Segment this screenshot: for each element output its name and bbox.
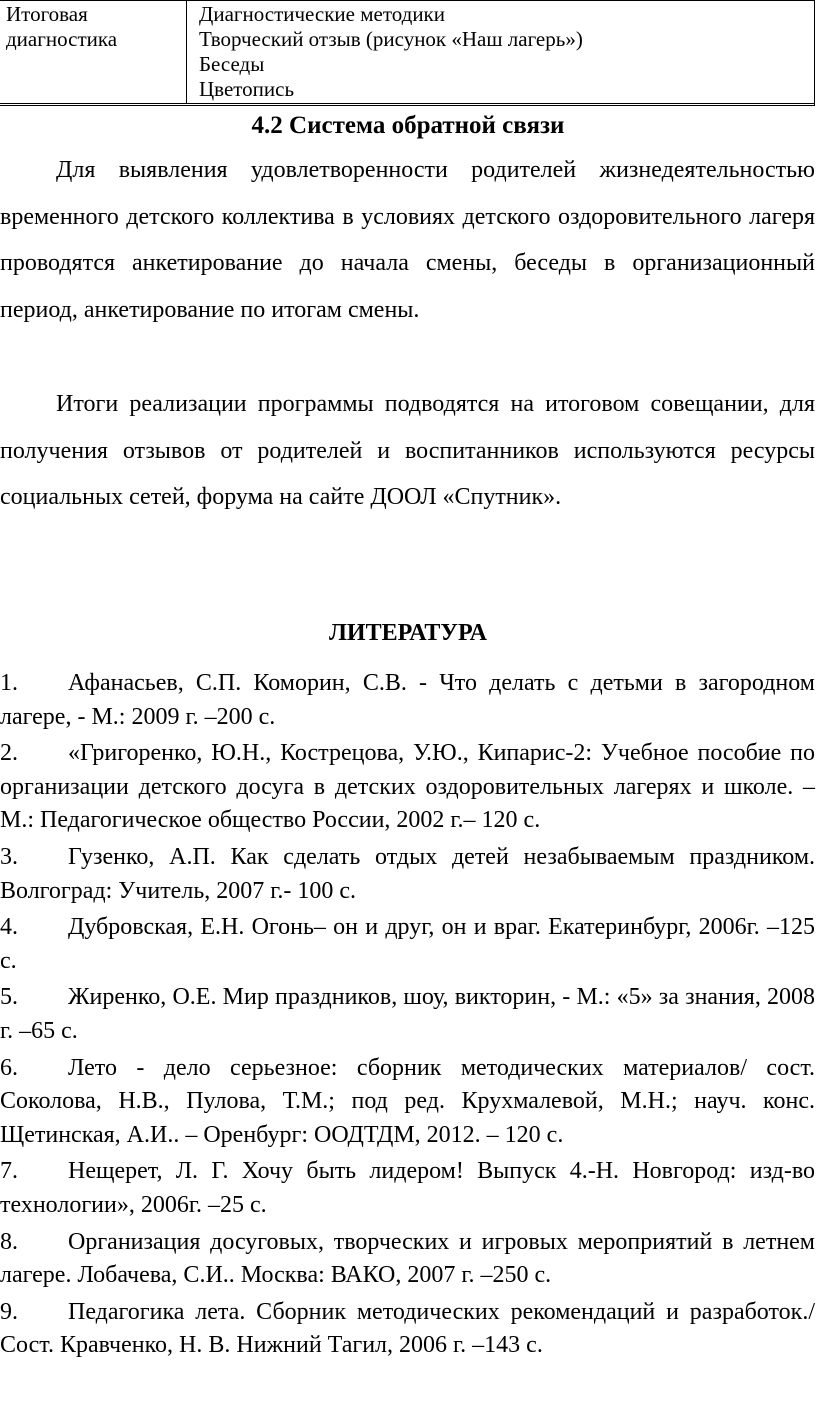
method-line: Диагностические методики [199, 2, 446, 26]
table-row [0, 0, 815, 104]
list-item [0, 841, 815, 908]
item-number: 8. [0, 1228, 18, 1255]
item-text: Гузенко, А.П. Как сделать отдых детей незабываемым праздником. Волгоград: Учитель, 2007 г.- 100 с. [0, 843, 815, 904]
stage-line: диагностика [6, 27, 118, 51]
list-item [0, 1226, 815, 1293]
stage-line: Итоговая [6, 2, 88, 26]
item-number: 9. [0, 1298, 18, 1325]
list-item [0, 981, 815, 1048]
diagnostics-table [0, 0, 815, 104]
item-text: Афанасьев, С.П. Коморин, С.В. - Что делать с детьми в загородном лагере, - М.: 2009 г. –200 с. [0, 670, 815, 730]
paragraph: Итоги реализации программы подводятся на итоговом совещании, для получения отзывов от родителей и воспитанников используются ресурсы социальных сетей, форума на сайте ДООЛ «Спутник». [0, 391, 815, 510]
item-number: 6. [0, 1054, 18, 1081]
methods-cell [187, 0, 816, 104]
item-text: Дубровская, Е.Н. Огонь– он и друг, он и враг. Екатеринбург, 2006г. –125 с. [0, 914, 815, 974]
method-line: Цветопись [199, 77, 295, 101]
literature-heading: ЛИТЕРАТУРА [329, 620, 487, 646]
item-number: 2. [0, 740, 18, 767]
list-item [0, 911, 815, 978]
method-line: Творческий отзыв (рисунок «Наш лагерь») [199, 27, 583, 51]
item-text: Жиренко, О.Е. Мир праздников, шоу, викторин, - М.: «5» за знания, 2008 г. –65 с. [0, 984, 815, 1044]
paragraph: Для выявления удовлетворенности родителей жизнедеятельностью временного детского коллектива в условиях детского оздоровительного лагеря проводятся анкетирование до начала смены, беседы в организационный период, анкетирование по итогам смены. [0, 157, 815, 323]
list-item [0, 1052, 815, 1153]
item-number: 5. [0, 984, 18, 1011]
item-number: 1. [0, 670, 18, 696]
item-number: 4. [0, 914, 18, 941]
section-heading: 4.2 Система обратной связи [251, 112, 565, 139]
item-text: Лето - дело серьезное: сборник методических материалов/ сост. Соколова, Н.В., Пулова, Т.М.; под ред. Крухмалевой, М.Н.; науч. конс. Щетинская, А.И.. – Оренбург: ООДТДМ, 2012. – 120 с. [0, 1054, 815, 1148]
item-text: Нещерет, Л. Г. Хочу быть лидером! Выпуск 4.-Н. Новгород: изд-во технологии», 2006г. –25 с. [0, 1158, 815, 1218]
list-item [0, 737, 815, 838]
list-item [0, 1155, 815, 1222]
item-text: Организация досуговых, творческих и игровых мероприятий в летнем лагере. Лобачева, С.И.. Москва: ВАКО, 2007 г. –250 с. [0, 1228, 815, 1289]
item-number: 3. [0, 843, 18, 870]
list-item [0, 1296, 815, 1363]
item-text: Педагогика лета. Сборник методических рекомендаций и разработок./Сост. Кравченко, Н. В. Нижний Тагил, 2006 г. –143 с. [0, 1298, 815, 1359]
literature-list [0, 667, 815, 1366]
method-line: Беседы [199, 52, 265, 76]
stage-cell [0, 0, 187, 104]
list-item [0, 667, 815, 734]
item-number: 7. [0, 1158, 18, 1185]
item-text: «Григоренко, Ю.Н., Кострецова, У.Ю., Кипарис-2: Учебное пособие по организации детского досуга в детских оздоровительных лагерях и школе. – М.: Педагогическое общество России, 2002 г.– 120 с. [0, 740, 815, 834]
